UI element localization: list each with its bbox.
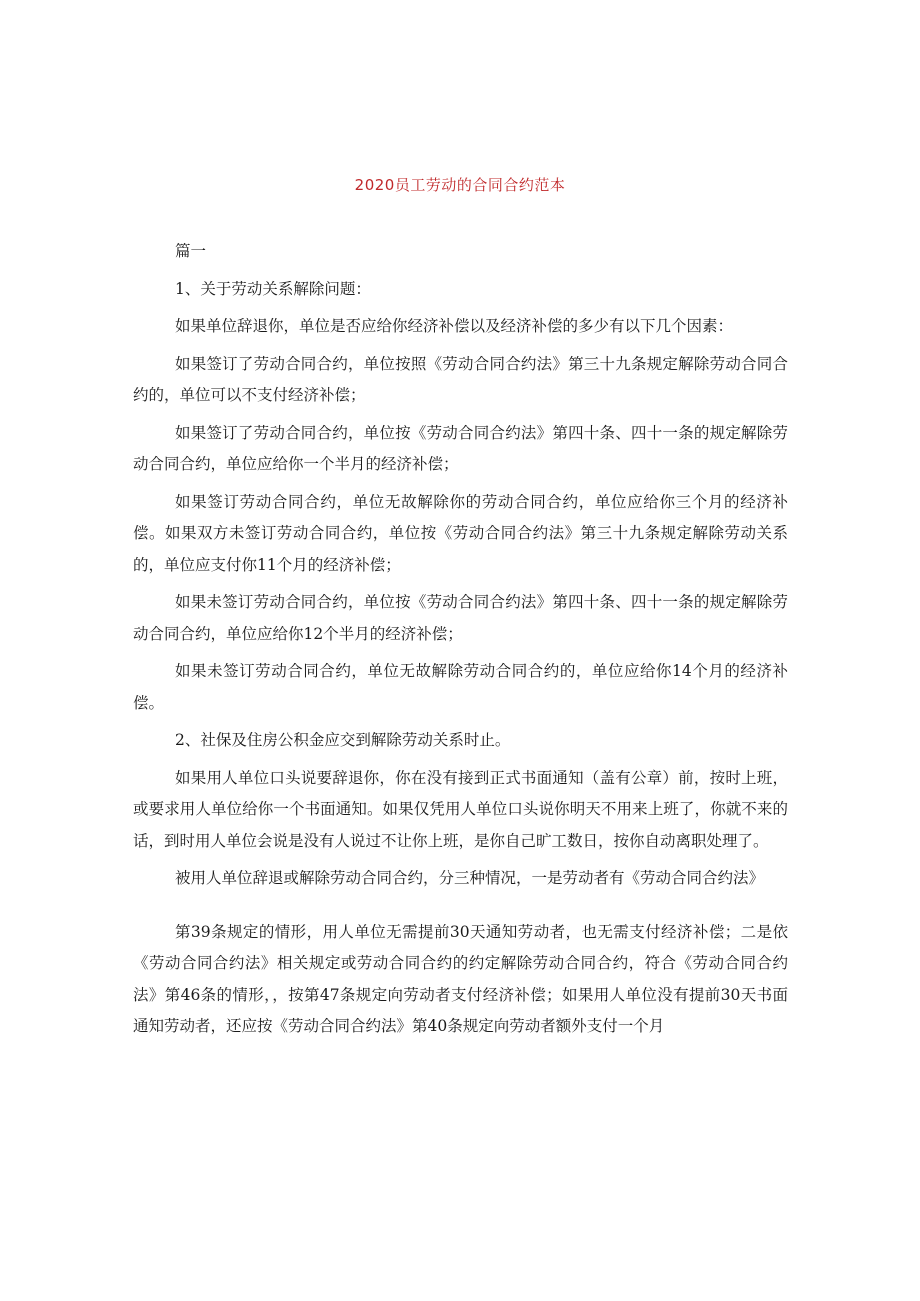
paragraph: 1、关于劳动关系解除问题：	[175, 279, 371, 298]
paragraph: 如果签订劳动合同合约，单位无故解除你的劳动合同合约，单位应给你三个月的经济补偿。如果双方未签订劳动合同合约，单位按《劳动合同合约法》第三十九条规定解除劳动关系的，单位应支付你11个月的经济补偿；	[133, 492, 788, 574]
paragraph: 如果未签订劳动合同合约，单位无故解除劳动合同合约的，单位应给你14个月的经济补偿。	[133, 662, 788, 712]
document-body	[133, 236, 788, 1049]
document-title: 2020员工劳动的合同合约范本	[354, 176, 566, 194]
section-heading: 篇一	[175, 242, 207, 260]
paragraph: 第39条规定的情形，用人单位无需提前30天通知劳动者，也无需支付经济补偿；二是依《劳动合同合约法》相关规定或劳动合同合约的约定解除劳动合同合约，符合《劳动合同合约法》第46条的情形，，按第47条规定向劳动者支付经济补偿；如果用人单位没有提前30天书面通知劳动者，还应按《劳动合同合约法》第40条规定向劳动者额外支付一个月	[133, 922, 788, 1035]
paragraph: 如果未签订劳动合同合约，单位按《劳动合同合约法》第四十条、四十一条的规定解除劳动合同合约，单位应给你12个半月的经济补偿；	[133, 593, 788, 643]
paragraph: 如果签订了劳动合同合约，单位按照《劳动合同合约法》第三十九条规定解除劳动合同合约的，单位可以不支付经济补偿；	[133, 354, 788, 404]
paragraph: 2、社保及住房公积金应交到解除劳动关系时止。	[175, 731, 511, 749]
paragraph: 如果单位辞退你，单位是否应给你经济补偿以及经济补偿的多少有以下几个因素：	[175, 317, 734, 335]
paragraph: 被用人单位辞退或解除劳动合同合约，分三种情况，一是劳动者有《劳动合同合约法》	[175, 869, 765, 887]
paragraph: 如果用人单位口头说要辞退你，你在没有接到正式书面通知（盖有公章）前，按时上班，或要求用人单位给你一个书面通知。如果仅凭用人单位口头说你明天不用来上班了，你就不来的话，到时用人单位会说是没有人说过不让你上班，是你自己旷工数日，按你自动离职处理了。	[133, 768, 788, 850]
paragraph: 如果签订了劳动合同合约，单位按《劳动合同合约法》第四十条、四十一条的规定解除劳动合同合约，单位应给你一个半月的经济补偿；	[133, 423, 788, 473]
